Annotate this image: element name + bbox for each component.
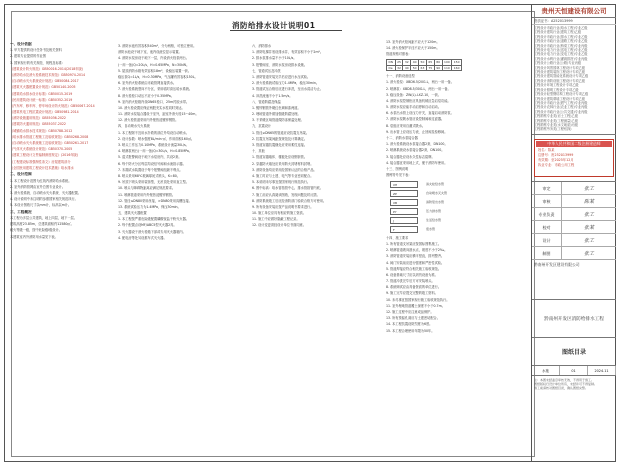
- note-line: 13. 室外消火栓间距不应大于120m。: [386, 40, 440, 44]
- note-line: 注册号：贵252013999: [538, 153, 574, 157]
- note-line: 13. 所有预留孔洞应与土建密切配合。: [386, 316, 440, 321]
- note-line: 7. 消防水泵吸水管应设控制阀和过滤器。: [386, 117, 445, 122]
- note-line: 11. 喷淋管道采用内外壁热浸镀锌钢管。: [118, 192, 176, 197]
- license-number: 资质证书：A252013999: [532, 18, 616, 25]
- table-cell: 50: [412, 65, 417, 70]
- note-line: 工程勘察专业类(岩土工程)乙级: [534, 114, 578, 119]
- table-cell: DN: [388, 59, 394, 64]
- legend-symbol: XH: [390, 181, 418, 188]
- note-line: 图纸版权归设计单位所有，未经许可不得复制。: [534, 382, 598, 387]
- note-line: 6. 每个防火分区每层均设信号阀和水流指示器。: [118, 161, 186, 166]
- seal-lines: [536, 148, 612, 168]
- note-line: 1. 消火栓泵：XBD6.5/20G-L，两台一用一备。: [386, 80, 454, 85]
- notes-column-2: [118, 44, 250, 444]
- note-line: 2. 抗震支吊架间距按规范及计算确定。: [252, 136, 308, 141]
- note-line: 3. 不采暖区域管道做防冻保温处理。: [252, 118, 304, 123]
- note-line: 工程设计照明工程设计专项乙级: [534, 87, 579, 92]
- note-line: 6. 水泵出水管上设压力开关，直接启动消防泵。: [386, 111, 454, 116]
- note-line: 14. 本工程抗震设防烈度为6度。: [386, 322, 433, 327]
- note-line: 姓名：陈某: [538, 148, 555, 152]
- note-line: 14. 消火栓保护半径不应大于150m。: [386, 46, 440, 51]
- signature-row: [532, 247, 616, 260]
- signature-name: 张工: [583, 211, 594, 218]
- note-line: 九、抗震设计: [252, 124, 272, 129]
- note-line: 四、自动喷水灭火系统: [118, 124, 150, 129]
- note-line: 1. 管径≥DN65的管道应设抗震支吊架。: [252, 130, 310, 135]
- note-line: 工程设计环境工程设计专项乙级: [534, 83, 579, 88]
- signature-role: 专业负责: [532, 208, 562, 220]
- column-2-lines: [118, 44, 250, 240]
- signature-name: 张某: [583, 224, 594, 231]
- signature-table: [532, 181, 616, 260]
- legend-symbol: J: [390, 217, 418, 224]
- note-line: 2. 喷淋泵：XBD8.5/30G-L，两台一用一备。: [386, 86, 451, 91]
- note-line: 工程设计公路行业(公路)专业丙级: [534, 61, 582, 66]
- note-line: 《自动喷水灭火系统施工及验收规范》GB50261-2017: [10, 141, 89, 145]
- note-line: 工程设计电力行业(送电工程)专业乙级: [534, 48, 588, 53]
- note-line: 10. 消火栓设置应保证两股充实水柱同时到达。: [118, 105, 185, 110]
- note-line: 工程设计农林行业(农业工程)专业丙级: [534, 105, 588, 110]
- note-line: 工程勘察劳务类(工程钻探): [534, 127, 572, 132]
- basis-list: [10, 48, 120, 65]
- note-line: 1. 本工程设计范围为红线内消防给水系统。: [10, 178, 72, 183]
- legend-row: [386, 216, 526, 225]
- note-line: 《建筑工程设计文件编制深度规定》(2016年版): [10, 153, 78, 158]
- note-line: 12. 设计变更须经设计单位书面同意。: [252, 223, 306, 228]
- note-line: 9. 吊顶下喷头采用装饰型，无吊顶处采用直立型。: [118, 180, 189, 185]
- note-line: 3. 消火栓系统、自动喷水灭火系统、灭火器配置。: [10, 190, 81, 195]
- note-line: 5. 管道焊接应符合相关施工验收规范。: [386, 266, 442, 271]
- note-line: 工程勘察专业类(水文地质)丙级: [534, 122, 578, 127]
- signature-name: 张工: [583, 250, 594, 257]
- signature-row: [532, 221, 616, 234]
- note-line: 执业专业：市政公用工程: [538, 163, 575, 167]
- note-line: 12. 施工过程中应注意成品保护。: [386, 310, 434, 314]
- note-line: 《自动喷水灭火系统设计规范》GB50084-2017: [10, 79, 79, 84]
- note-line: 2. 建筑专业提供的作业图: [10, 54, 46, 59]
- note-line: 11. 消防水泵接合器设于室外，距室外消火栓15~40m。: [118, 112, 199, 117]
- note-line: 《全国民用建筑工程设计技术措施》给水排水: [10, 165, 74, 170]
- notes-column-4: [386, 40, 526, 440]
- table-cell: 100: [444, 59, 450, 64]
- note-line: 1. 本工程除不宜用水扑救的部位外均设自动喷水。: [118, 130, 189, 135]
- note-line: 4. 施工时应与土建、电气等专业密切配合。: [252, 173, 314, 178]
- note-line: 2. 喷淋系统设水泵接合器2套，DN100。: [386, 148, 445, 153]
- note-line: 7. 管道冲洗完毕后方可安装喷头。: [386, 279, 435, 284]
- note-line: 工程设计水利行业(灌溉排涝)专业丙级: [534, 56, 588, 61]
- note-line: 2. 设计参数：喷水强度8L/min·㎡，作用面积160㎡。: [118, 136, 195, 141]
- note-line: 建筑高度23.85m，总建筑面积约12580㎡。: [10, 222, 74, 227]
- signature-row: [532, 234, 616, 247]
- note-line: 工程设计建筑幕墙工程设计专项乙级: [534, 96, 585, 101]
- note-line: 八、管道防腐及保温: [252, 99, 281, 104]
- note-line: 工程设计建筑行业(建筑工程)乙级: [534, 30, 582, 35]
- table-cell: 75: [428, 65, 433, 70]
- table-cell: 63: [420, 65, 425, 70]
- legend-row: [386, 225, 526, 234]
- note-line: 有效期：至2025年12月: [538, 158, 574, 162]
- note-line: 1. 镀锌钢管外刷红色调和漆两道。: [252, 105, 301, 110]
- signature-name: 张工: [583, 185, 594, 192]
- note-line: 4. 冲洗流速不小于1.5m/s。: [252, 93, 293, 98]
- owner-name: 黔南州开发区建设有限公司: [532, 260, 616, 300]
- note-line: 《建筑设计防火规范》GB50016-2014(2018年版): [10, 66, 83, 71]
- note-line: 管道规格对照表：: [386, 52, 412, 57]
- note-line: 12. 消火栓管道采用内外壁热浸镀锌钢管。: [118, 118, 179, 123]
- column-4-lines-3: [386, 236, 526, 333]
- note-line: 5. 湿式报警阀设于地下水泵房内，共设2套。: [118, 155, 182, 160]
- note-line: 5. 本设计图纸尺寸以mm计，标高以m计。: [10, 203, 72, 208]
- note-line: 4. 接合器宜采用地上式，便于消防车使用。: [386, 160, 448, 165]
- table-cell: 65: [428, 59, 433, 64]
- legend-label: 自动喷水灭火管: [426, 190, 448, 195]
- legend-row: [386, 198, 526, 207]
- note-line: 9. 所有设备安装应按产品说明书要求进行。: [252, 204, 314, 209]
- note-line: 工程设计市政行业(排水工程)专业乙级: [534, 34, 588, 39]
- note-line: 《建筑防火通用规范》GB55037-2022: [10, 122, 66, 127]
- note-line: 十二、消防水泵接合器: [386, 136, 418, 141]
- legend-row: [386, 207, 526, 216]
- note-line: 3. 消防管道安装应横平竖直，排列整齐。: [386, 254, 445, 259]
- signature-role: 设计: [532, 234, 562, 246]
- table-cell: 25: [397, 59, 401, 64]
- meta-cell: 01: [560, 366, 588, 375]
- overview-heading: 三、工程概况: [10, 209, 32, 214]
- note-line: 10. 施工单位应具有相应的施工资质。: [252, 211, 306, 216]
- note-line: 4. 设计说明中未注明的参照国家相关规范执行。: [10, 197, 78, 202]
- note-line: 5. 屋顶消防水箱有效容积18m³，设稳压装置一套。: [118, 68, 192, 73]
- note-line: 7. 施工前应认真阅读图纸，发现问题及时反馈。: [252, 192, 320, 197]
- note-line: 十、其他: [252, 149, 265, 154]
- note-line: 《给水排水管道工程施工及验收规范》GB50268-2008: [10, 134, 89, 139]
- note-line: 工程设计电力行业(变电工程)专业乙级: [534, 52, 588, 57]
- legend-symbol: ZP: [390, 190, 418, 197]
- note-line: 《建筑机电工程抗震设计规范》GB50981-2014: [10, 110, 79, 115]
- title-block: [531, 4, 616, 462]
- note-line: 3. 管道试压合格后应进行冲洗，至出水清洁为止。: [252, 87, 323, 92]
- note-line: 6. 室外消火栓系统由市政管网直接供水。: [118, 81, 177, 86]
- legend-table: [386, 180, 526, 234]
- note-line: 1. 消防管道安装完毕后应进行水压试验。: [252, 74, 311, 79]
- note-line: 3. 接合器处应设永久性标志铭牌。: [386, 154, 435, 159]
- note-line: 《气体灭火系统设计规范》GB50370-2005: [10, 147, 73, 152]
- note-line: 2. 消火栓系统试验压力1.4MPa，稳压30min。: [252, 81, 320, 86]
- note-line: 15. 本工程合理使用年限为50年。: [386, 328, 435, 333]
- note-line: 本工程为多层公共建筑，地上四层，地下一层。: [10, 216, 77, 221]
- note-line: 3. 报警阀室、消防水泵房设排水设施。: [252, 62, 308, 67]
- note-line: 3. 管道穿越抗震缝处应采用柔性连接。: [252, 143, 308, 147]
- note-line: 2. 排水泵排水量不小于10L/s。: [252, 56, 297, 61]
- note-line: 13. 系统试验压力为1.4MPa，保压30min。: [118, 204, 181, 209]
- legend-symbol: F: [390, 226, 418, 233]
- legend-label: 压力排水管: [426, 208, 442, 213]
- note-line: 七、管道试压及冲洗: [252, 68, 281, 73]
- note-line: 工程设计市政行业(燃气工程)专业丙级: [534, 100, 588, 105]
- note-line: 十三、图例说明: [386, 166, 409, 171]
- signature-role: 审定: [532, 182, 562, 194]
- note-line: 3. 国家现行的有关规范、规程及标准：: [10, 60, 66, 65]
- note-line: 7. 消火栓系统竖向不分区，采用临时高压给水系统。: [118, 87, 193, 92]
- table-cell: 160: [453, 65, 460, 70]
- note-line: 工程设计消防设施工程设计专项乙级: [534, 78, 585, 83]
- note-line: 11. 施工中应做好隐蔽工程记录。: [252, 217, 300, 222]
- note-line: 3. 消防设备均应采用经国家认证的合格产品。: [252, 167, 317, 172]
- table-cell: 90: [436, 65, 441, 70]
- note-line: 工程设计建筑装饰工程设计专项乙级: [534, 70, 585, 75]
- note-line: 工程勘察专业类(工程测量)乙级: [534, 118, 578, 123]
- table-cell: 40: [404, 65, 409, 70]
- note-line: 12. 管径≤DN80采用丝接，>DN80采用沟槽连接。: [118, 198, 192, 203]
- drawing-meta: [532, 366, 616, 376]
- note-line: 10. 喷头与障碍物距离应满足规范要求。: [118, 186, 176, 191]
- signature-name: 陈某: [583, 198, 594, 205]
- legend-row: [386, 180, 526, 189]
- drawing-title: 图纸目录: [532, 338, 616, 366]
- note-line: 9. 施工完毕应提交完整的竣工资料。: [386, 291, 438, 296]
- notes-column-3: [252, 44, 384, 444]
- signature-name: 张工: [583, 237, 594, 244]
- note-line: 1. 本工程按严重危险级配置磷酸铵盐干粉灭火器。: [118, 217, 189, 222]
- note-line: 稳压泵Q=1L/s，H=0.30MPa，气压罐有效容积150L。: [118, 74, 198, 79]
- note-line: 6. 图中标高：给水管指管中心，排水管指管内底。: [252, 186, 323, 191]
- note-line: 《建筑给水排水设计标准》GB50015-2019: [10, 91, 73, 96]
- note-line: 4. 阀门安装前应进行强度和严密性试验。: [386, 260, 445, 265]
- registration-seal: [534, 139, 614, 177]
- table-cell: 110: [444, 65, 450, 70]
- note-line: 3. 消防水池有效容积540m³，分为两格，可独立使用。: [118, 44, 197, 48]
- note-line: 工程设计风景园林工程设计专项乙级: [534, 65, 585, 70]
- note-line: 工程设计市政行业(道路工程)专业乙级: [534, 39, 588, 44]
- note-line: 《消防给水及消火栓系统技术规范》GB50974-2014: [10, 72, 86, 77]
- note-line: 9. 出水管上应设压力表、止回阀及检修阀。: [386, 129, 448, 134]
- note-line: 1. 消火栓系统设水泵接合器2套，DN100。: [386, 142, 448, 147]
- note-line: 《城镇给水排水技术规范》GB50788-2012: [10, 128, 73, 133]
- note-line: 工程设计轻型钢结构工程设计专项乙级: [534, 92, 589, 97]
- signature-role: 制图: [532, 247, 562, 259]
- signature-row: [532, 195, 616, 208]
- note-line: 8. 泵组应采用自灌式吸水。: [386, 123, 426, 128]
- note-line: 11. 室外埋地管道覆土深度不小于0.7m。: [386, 303, 445, 308]
- note-line: 《民用建筑设计统一标准》GB50352-2019: [10, 97, 73, 102]
- note-line: 6. 设备基础尺寸应以到货设备为准。: [386, 272, 438, 277]
- table-cell: 32: [397, 65, 401, 70]
- overview-list: [10, 216, 120, 239]
- project-name: 黔南州开发区消防给排水工程: [532, 300, 616, 338]
- note-line: 5. 本说明未尽事宜按国家现行规范执行。: [252, 180, 311, 185]
- qualification-list: [532, 25, 616, 135]
- note-line: 施工前请核对图纸目录，确认图纸完整。: [534, 386, 589, 391]
- company-name: 贵州天恒建设有限公司: [532, 4, 616, 18]
- signature-row: [532, 182, 616, 195]
- note-line: 工程设计建筑智能化系统设计专项乙级: [534, 74, 589, 79]
- note-line: 工程设计市政行业(公共交通)专业丙级: [534, 109, 588, 114]
- note-line: 8. 系统调试应由具备资质的单位进行。: [386, 285, 442, 290]
- note-line: 五、建筑灭火器配置: [118, 211, 147, 216]
- table-cell: 150: [453, 59, 460, 64]
- note-line: 4. 消防水泵房设于地下一层，内设消火栓泵两台。: [118, 56, 189, 61]
- legend-row: [386, 189, 526, 198]
- signature-row: [532, 208, 616, 221]
- sheet-title: 消防给排水设计说明01: [232, 21, 316, 30]
- legend-label: 消火栓给水管: [426, 181, 445, 186]
- note-line: 十一、消防设备选型: [386, 74, 415, 79]
- note-line: 9. 室内消火栓箱内设DN65栓口、25m衬胶水带。: [118, 99, 190, 104]
- note-line: 本建筑室内外消防用水量见下表。: [10, 234, 58, 239]
- pipe-size-table: [386, 59, 462, 71]
- note-line: 注：本图未经盖章审核无效，不得用于施工。: [534, 378, 595, 382]
- legend-symbol: XB: [390, 199, 418, 206]
- note-line: 六、消防排水: [252, 44, 272, 48]
- seal-band: 中华人民共和国二级注册建造师: [536, 141, 612, 147]
- note-line: 2. 每个配置点设MF/ABC5型灭火器2具。: [118, 223, 177, 228]
- note-line: 8. 喷头采用68℃玻璃球闭式喷头，K=80。: [118, 173, 180, 178]
- note-line: 8. 消火栓栓口动压不应小于0.35MPa。: [118, 93, 174, 98]
- legend-label: 生活给水管: [426, 217, 442, 222]
- note-line: 3. 喷头工作压力0.10MPa，系统设计流量30L/s。: [118, 143, 189, 147]
- note-line: 5. 消防水泵应能手动启停和自动启动。: [386, 105, 442, 110]
- note-line: 《消防设施通用规范》GB55036-2022: [10, 116, 66, 121]
- legend-label: 消防泵出水管: [426, 199, 445, 204]
- signature-role: 审核: [532, 195, 562, 207]
- note-line: 3. 稳压设备：ZW(L)-I-XZ-10，一套。: [386, 92, 441, 97]
- scope-list: [10, 179, 120, 208]
- signature-role: 校对: [532, 221, 562, 233]
- legend-symbol: PY: [390, 208, 418, 215]
- note-line: 2. 喷淋管道坡向泄水点，坡度不小于2‰。: [386, 248, 448, 253]
- note-line: 3. 灭火器设于消火栓箱下部或专用灭火器箱内。: [118, 229, 186, 234]
- note-line: 8. 消防系统竣工后应经消防部门验收合格方可使用。: [252, 198, 327, 203]
- note-line: 2. 穿越防火墙处应采用防火封堵材料封堵。: [252, 161, 314, 166]
- note-line: 1. 管道穿越墙体、楼板处应设钢套管。: [252, 155, 308, 160]
- table-row: [387, 65, 462, 71]
- column-4-lines-2: [386, 74, 526, 178]
- note-line: 《汽车库、修车库、停车场设计防火规范》GB50067-2014: [10, 103, 95, 108]
- note-line: 2. 室外消防管网由室外总图专业设计。: [10, 184, 66, 189]
- note-line: 4. 配电房等处另设推车式灭火器。: [118, 235, 167, 240]
- note-line: 2. 埋地管道外做加强级防腐处理。: [252, 112, 301, 117]
- table-cell: 32: [404, 59, 409, 64]
- note-line: 1. 甲方提供的设计任务书及相关资料: [10, 48, 62, 53]
- title-underline: [230, 30, 342, 31]
- table-cell: 40: [412, 59, 417, 64]
- column-4-lines: [386, 40, 526, 57]
- note-line: 4. 喷淋泵两台(一用一备)Q=30L/s，H=0.85MPa。: [118, 149, 192, 154]
- note-line: 1. 所有管道支吊架应按国标图集施工。: [386, 241, 442, 246]
- note-line: 十四、施工要求: [386, 235, 409, 240]
- table-cell: 80: [436, 59, 441, 64]
- column-3-lines: [252, 44, 384, 228]
- legend-label: 废水管: [426, 226, 436, 231]
- title-block-note: [532, 376, 616, 406]
- note-line: 1. 消防电梯井底设排水井，有效容积不小于2m³。: [252, 50, 324, 55]
- scope-heading: 二、设计范围: [10, 172, 32, 177]
- table-cell: 50: [420, 59, 425, 64]
- note-line: 《工程建设标准强制性条文》房屋建筑部分: [10, 159, 71, 164]
- note-line: 《建筑灭火器配置设计规范》GB50140-2005: [10, 85, 76, 90]
- note-line: 图例符号见下表：: [386, 173, 412, 178]
- meta-cell: 水施: [532, 366, 560, 375]
- basis-heading: 一、设计依据: [10, 42, 32, 46]
- note-line: 10. 未尽事宜按国家现行施工验收规范执行。: [386, 297, 450, 302]
- meta-cell: 2024.11: [588, 366, 616, 375]
- notes-column-1: [10, 40, 120, 440]
- note-line: 工程设计市政行业(给水工程)专业乙级: [534, 26, 588, 30]
- note-line: 工程设计市政行业(桥梁工程)专业丙级: [534, 43, 588, 48]
- standards-list: [10, 67, 120, 171]
- note-line: 消防水池设于地下室，池内设液位显示装置。: [118, 50, 182, 55]
- note-line: 7. 末端试水装置设于每个报警阀组最不利点。: [118, 167, 183, 172]
- note-line: (一用一备)Q=20L/s，H=0.65MPa，N=30kW。: [118, 62, 190, 67]
- note-line: 耐火等级一级，按中危险级I级设计。: [10, 228, 62, 233]
- table-cell: De: [387, 65, 396, 71]
- note-line: 4. 消防水泵控制柜应具备机械应急启泵功能。: [386, 98, 451, 103]
